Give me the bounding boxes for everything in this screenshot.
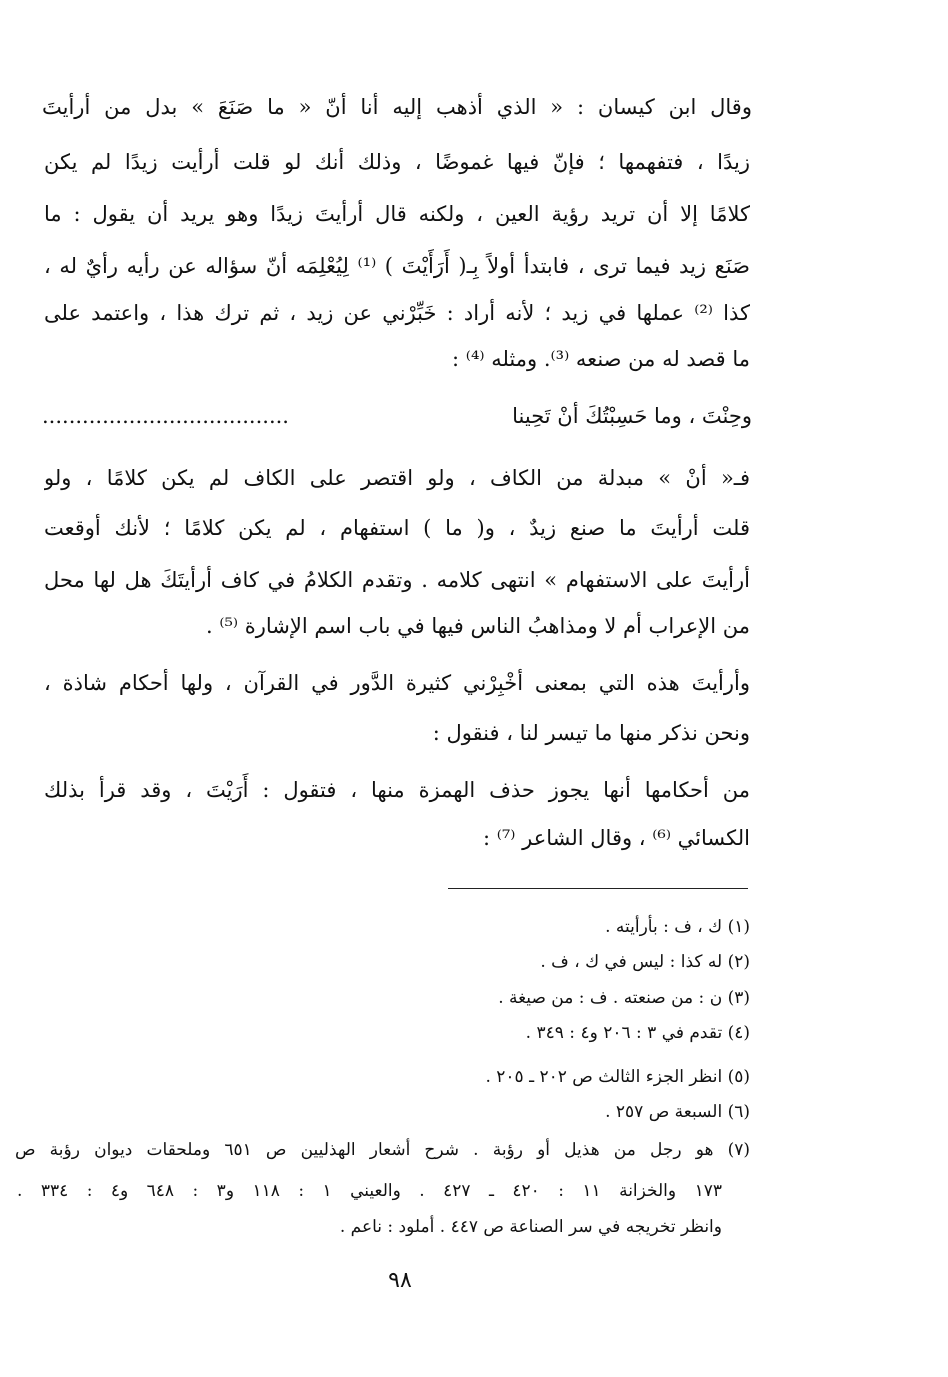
- text-line: فـ« أنْ » مبدلة من الكاف ، ولو اقتصر على الكاف لم يكن كلامًا ، ولو: [44, 466, 750, 490]
- text-line: وأرأيتَ هذه التي بمعنى أخْبِرْني كثيرة الدَّور في القرآن ، ولها أحكام شاذة ،: [44, 671, 750, 695]
- page-number: ٩٨: [388, 1268, 412, 1293]
- footnote: (١) ك ، ف : بأرأيته .: [605, 917, 750, 937]
- text-line: أرأيتَ على الاستفهام » انتهى كلامه . وتقدم الكلامُ في كاف أرأيتَكَ هل لها محل: [44, 568, 750, 592]
- footnote: (٥) انظر الجزء الثالث ص ٢٠٢ ـ ٢٠٥ .: [485, 1067, 750, 1087]
- text-line: قلت أرأيتَ ما صنع زيدٌ ، و( ما ) استفهام ، لم يكن كلامًا ؛ لأنك أوقعت: [44, 516, 750, 540]
- text-line: ما قصد له من صنعه ⁽³⁾. ومثله ⁽⁴⁾ :: [452, 347, 750, 371]
- footnote: (٤) تقدم في ٣ : ٢٠٦ و٤ : ٣٤٩ .: [525, 1023, 750, 1043]
- footnote: (٢) له كذا : ليس في ك ، ف .: [540, 952, 750, 972]
- verse-ellipsis: .....................................: [42, 404, 289, 428]
- footnote: (٣) ن : من صنعته . ف : من صيغة .: [498, 988, 750, 1008]
- text-line: صَنَع زيد فيما ترى ، فابتدأ أولاً بِـ( أَرَأَيْتَ ) ⁽¹⁾ لِيُعْلِمَه أنّ سؤاله عن رأيه رأيٌ له ،: [44, 254, 750, 278]
- footnote: (٦) السبعة ص ٢٥٧ .: [605, 1102, 750, 1122]
- text-line: وقال ابن كيسان : « الذي أذهب إليه أنا أنّ « ما صَنَعَ » بدل من أرأيتَ: [42, 95, 752, 119]
- text-line: زيدًا ، فتفهمها ؛ فإنّ فيها غموضًا ، وذلك أنك لو قلت أرأيت زيدًا لم يكن: [44, 150, 750, 174]
- text-line: الكسائي ⁽⁶⁾ ، وقال الشاعر ⁽⁷⁾ :: [482, 826, 750, 850]
- text-line: من الإعراب أم لا ومذاهبُ الناس فيها في باب اسم الإشارة ⁽⁵⁾ .: [205, 614, 750, 638]
- text-line: كلامًا إلا أن تريد رؤية العين ، ولكنه قال أرأيتَ زيدًا وهو يريد أن يقول : ما: [44, 202, 750, 226]
- footnote-continuation: ١٧٣ والخزانة ١١ : ٤٢٠ ـ ٤٢٧ . والعيني ١ : ١١٨ و٣ : ٦٤٨ و٤ : ٣٣٤ .: [17, 1181, 722, 1201]
- text-line: من أحكامها أنها يجوز حذف الهمزة منها ، فتقول : أَرَيْتَ ، وقد قرأ بذلك: [44, 778, 750, 802]
- footnote-separator: [448, 888, 748, 889]
- text-line: كذا ⁽²⁾ عملها في زيد ؛ لأنه أراد : خَبِّرْني عن زيد ، ثم ترك هذا ، واعتمد على: [44, 301, 750, 325]
- footnote: (٧) هو رجل من هذيل أو رؤبة . شرح أشعار الهذليين ص ٦٥١ وملحقات ديوان رؤبة ص: [15, 1140, 750, 1160]
- poem-verse: [44, 399, 750, 433]
- verse-hemistich: وحِنْتَ ، وما حَسِبْتُكَ أنْ تَحِينا: [512, 404, 752, 428]
- text-line: ونحن نذكر منها ما تيسر لنا ، فنقول :: [432, 721, 750, 745]
- footnote-continuation: وانظر تخريجه في سر الصناعة ص ٤٤٧ . أملود : ناعم .: [339, 1217, 722, 1237]
